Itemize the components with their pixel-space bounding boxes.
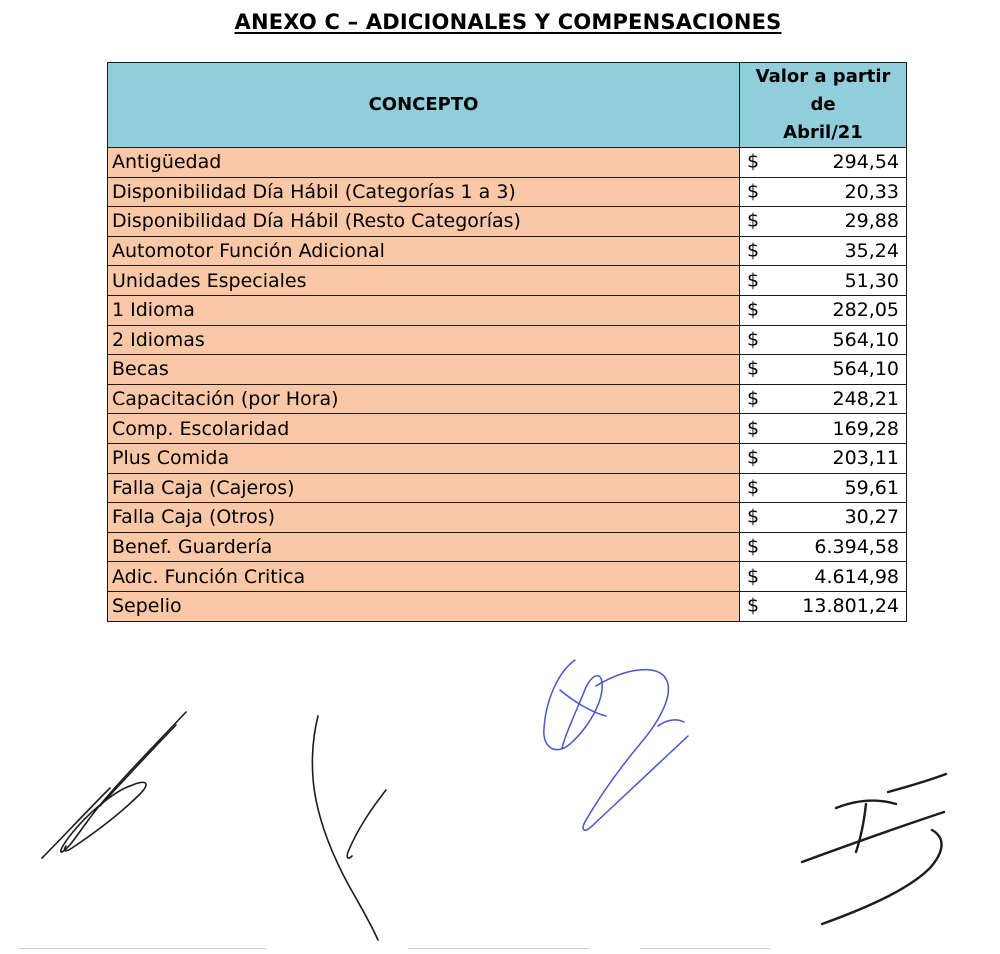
value-cell (740, 148, 907, 178)
currency-symbol: $ (747, 446, 760, 469)
amount: 203,11 (832, 447, 899, 470)
concept-cell: Plus Comida (108, 443, 740, 473)
annex-table (107, 62, 907, 622)
currency-symbol: $ (747, 505, 760, 528)
concept-cell: Automotor Función Adicional (108, 236, 740, 266)
footer-rule-left (18, 948, 266, 949)
table-row (108, 266, 907, 296)
currency-symbol: $ (747, 210, 760, 233)
value-cell (740, 473, 907, 503)
value-cell (740, 177, 907, 207)
concept-cell: Falla Caja (Cajeros) (108, 473, 740, 503)
amount: 4.614,98 (814, 565, 899, 588)
amount: 29,88 (844, 210, 899, 233)
table-row (108, 591, 907, 621)
table-row (108, 295, 907, 325)
amount: 51,30 (844, 269, 899, 292)
concept-cell: Disponibilidad Día Hábil (Resto Categorías) (108, 207, 740, 237)
value-cell (740, 414, 907, 444)
concept-cell: Becas (108, 355, 740, 385)
amount: 248,21 (832, 388, 899, 411)
signature-3 (544, 660, 688, 830)
concept-cell: Disponibilidad Día Hábil (Categorías 1 a 3) (108, 177, 740, 207)
document-title: ANEXO C – ADICIONALES Y COMPENSACIONES (234, 10, 782, 34)
concept-column-header: CONCEPTO (108, 63, 740, 148)
currency-symbol: $ (747, 328, 760, 351)
footer-rule-middle (408, 948, 590, 949)
currency-symbol: $ (747, 387, 760, 410)
amount: 294,54 (832, 151, 899, 174)
table-row (108, 325, 907, 355)
amount: 169,28 (832, 417, 899, 440)
amount: 282,05 (832, 299, 899, 322)
currency-symbol: $ (747, 358, 760, 381)
value-cell (740, 355, 907, 385)
value-cell (740, 384, 907, 414)
concept-cell: Adic. Función Critica (108, 562, 740, 592)
table-row (108, 562, 907, 592)
concept-cell: 2 Idiomas (108, 325, 740, 355)
table-row (108, 355, 907, 385)
table-row (108, 443, 907, 473)
currency-symbol: $ (747, 150, 760, 173)
signature-4 (802, 774, 946, 924)
signatures-area (0, 640, 1000, 954)
amount: 59,61 (844, 476, 899, 499)
value-header-line1: Valor a partir de (755, 66, 891, 115)
table-body (108, 148, 907, 622)
currency-symbol: $ (747, 417, 760, 440)
concept-cell: Benef. Guardería (108, 532, 740, 562)
value-column-header (740, 63, 907, 148)
amount: 13.801,24 (802, 595, 899, 618)
concept-cell: Antigüedad (108, 148, 740, 178)
footer-rule-right (640, 948, 770, 949)
table-row (108, 532, 907, 562)
amount: 35,24 (844, 240, 899, 263)
concept-cell: Unidades Especiales (108, 266, 740, 296)
currency-symbol: $ (747, 476, 760, 499)
value-header-line2: Abril/21 (783, 122, 863, 143)
table-row (108, 207, 907, 237)
currency-symbol: $ (747, 298, 760, 321)
currency-symbol: $ (747, 239, 760, 262)
currency-symbol: $ (747, 180, 760, 203)
table-header-row (108, 63, 907, 148)
currency-symbol: $ (747, 565, 760, 588)
value-cell (740, 236, 907, 266)
value-cell (740, 295, 907, 325)
value-cell (740, 532, 907, 562)
value-cell (740, 266, 907, 296)
value-cell (740, 207, 907, 237)
currency-symbol: $ (747, 594, 760, 617)
currency-symbol: $ (747, 535, 760, 558)
amount: 30,27 (844, 506, 899, 529)
signature-2 (312, 716, 386, 940)
currency-symbol: $ (747, 269, 760, 292)
amount: 20,33 (844, 180, 899, 203)
value-cell (740, 562, 907, 592)
table-row (108, 503, 907, 533)
value-cell (740, 443, 907, 473)
table-row (108, 236, 907, 266)
table-row (108, 414, 907, 444)
signature-1 (42, 712, 186, 858)
value-cell (740, 503, 907, 533)
value-cell (740, 591, 907, 621)
table-row (108, 473, 907, 503)
table-row (108, 384, 907, 414)
amount: 6.394,58 (814, 536, 899, 559)
concept-cell: Comp. Escolaridad (108, 414, 740, 444)
table-row (108, 177, 907, 207)
table-row (108, 148, 907, 178)
value-cell (740, 325, 907, 355)
concept-cell: Capacitación (por Hora) (108, 384, 740, 414)
concept-cell: 1 Idioma (108, 295, 740, 325)
amount: 564,10 (832, 328, 899, 351)
amount: 564,10 (832, 358, 899, 381)
concept-cell: Falla Caja (Otros) (108, 503, 740, 533)
concept-cell: Sepelio (108, 591, 740, 621)
